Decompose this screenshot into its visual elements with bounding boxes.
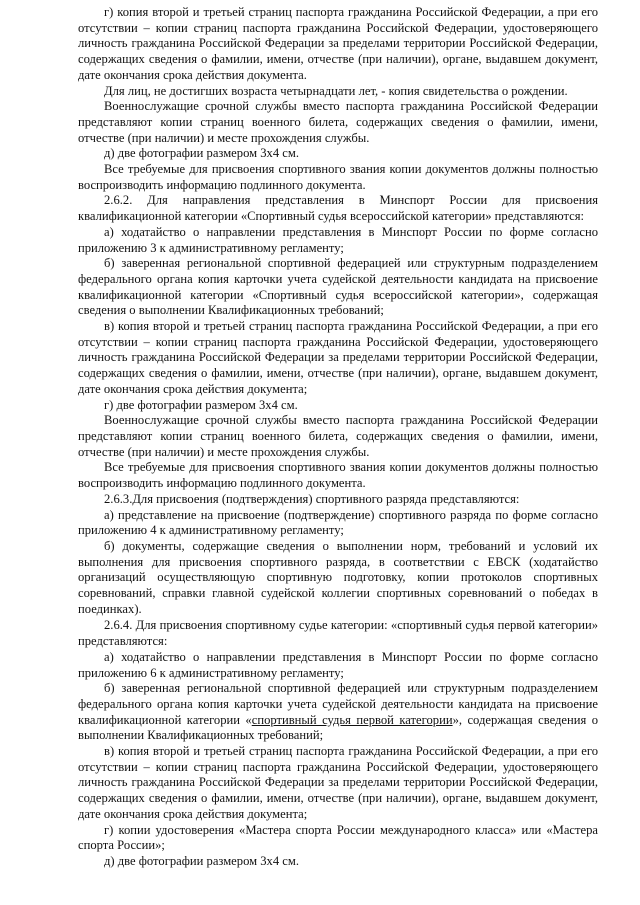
paragraph-d-photos-2: д) две фотографии размером 3х4 см.: [104, 853, 299, 868]
paragraph-g-photos: г) две фотографии размером 3х4 см.: [104, 397, 298, 412]
paragraph-v-passport-copy-2: в) копия второй и третьей страниц паспорта гражданина Российской Федерации, а при его отсутствии – копии страниц паспорта гражданина Российской Федерации, удостоверяющего личность гражданина Российской Федерации за пределами территории Российской Федерации, содержащих сведения о фамилии, имени, отчестве (при наличии), органе, выдавшем документ, дате окончания срока действия документа;: [78, 744, 598, 821]
section-2-6-2-heading: 2.6.2. Для направления представления в Минспорт России для присвоения квалификационной категории «Спортивный судья всероссийской категории» представляются:: [78, 193, 598, 224]
section-2-6-4-heading: 2.6.4. Для присвоения спортивному судье категории: «спортивный судья первой категории» представляются:: [78, 618, 598, 649]
paragraph-g-master-of-sport-certificate: г) копии удостоверения «Мастера спорта России международного класса» или «Мастера спорта России»;: [78, 822, 598, 853]
document-page: [78, 5, 598, 870]
paragraph-a-petition-app3: а) ходатайство о направлении представления в Минспорт России по форме согласно приложению 3 к административному регламенту;: [78, 224, 598, 255]
paragraph-g-passport-copy: г) копия второй и третьей страниц паспорта гражданина Российской Федерации, а при его отсутствии – копии страниц паспорта гражданина Российской Федерации, удостоверяющего личность гражданина Российской Федерации за пределами территории Российской Федерации, содержащих сведения о фамилии, имени, отчестве (при наличии), органе, выдавшем документ, дате окончания срока действия документа.: [78, 5, 598, 82]
paragraph-a-submission-app4: а) представление на присвоение (подтверждение) спортивного разряда по форме согласно приложению 4 к административному регламенту;: [78, 507, 598, 538]
paragraph-b-norms-documents: б) документы, содержащие сведения о выполнении норм, требований и условий их выполнения для присвоения спортивного разряда, в соответствии с ЕВСК (ходатайство организаций осуществляющую спортивную подготовку, копии протоколов спортивных соревнований, справки главной судейской коллегии спортивных соревнований о победах в поединках).: [78, 538, 598, 616]
paragraph-b-referee-card: б) заверенная региональной спортивной федерацией или структурным подразделением федерального органа копия карточки учета судейской деятельности кандидата на присвоение квалификационной категории «Спортивный судья всероссийской категории», содержащая сведения о выполнении Квалификационных требований;: [78, 256, 598, 318]
paragraph-military-service-2: Военнослужащие срочной службы вместо паспорта гражданина Российской Федерации представляют копии страниц военного билета, содержащих сведения о фамилии, имени, отчестве (при наличии) и месте прохождения службы.: [78, 413, 598, 459]
paragraph-b-referee-card-first-category: [78, 681, 598, 744]
paragraph-d-photos: д) две фотографии размером 3х4 см.: [104, 146, 299, 161]
paragraph-military-service: Военнослужащие срочной службы вместо паспорта гражданина Российской Федерации представляют копии страниц военного билета, содержащих сведения о фамилии, имени, отчестве (при наличии) и месте прохождения службы.: [78, 99, 598, 145]
underlined-category-name: спортивный судья первой категории: [251, 712, 453, 727]
section-2-6-3-heading: 2.6.3.Для присвоения (подтверждения) спортивного разряда представляются:: [104, 491, 520, 506]
paragraph-b-prefix: б) заверенная региональной спортивной федерацией или структурным подразделением федерального органа копия карточки учета судейской деятельности кандидата на присвоение квалификационной категории «: [78, 681, 598, 727]
paragraph-birth-certificate: Для лиц, не достигших возраста четырнадцати лет, - копия свидетельства о рождении.: [104, 83, 568, 98]
paragraph-a-petition-app6: а) ходатайство о направлении представления в Минспорт России по форме согласно приложению 6 к административному регламенту;: [78, 649, 598, 680]
paragraph-copies-authentic-2: Все требуемые для присвоения спортивного звания копии документов должны полностью воспроизводить информацию подлинного документа.: [78, 460, 598, 491]
paragraph-v-passport-copy: в) копия второй и третьей страниц паспорта гражданина Российской Федерации, а при его отсутствии – копии страниц паспорта гражданина Российской Федерации, удостоверяющего личность гражданина Российской Федерации за пределами территории Российской Федерации, содержащих сведения о фамилии, имени, отчестве (при наличии), органе, выдавшем документ, дате окончания срока действия документа;: [78, 319, 598, 396]
paragraph-copies-authentic: Все требуемые для присвоения спортивного звания копии документов должны полностью воспроизводить информацию подлинного документа.: [78, 162, 598, 192]
paragraph-b-suffix: », содержащая сведения о выполнении Квалификационных требований;: [78, 712, 599, 743]
